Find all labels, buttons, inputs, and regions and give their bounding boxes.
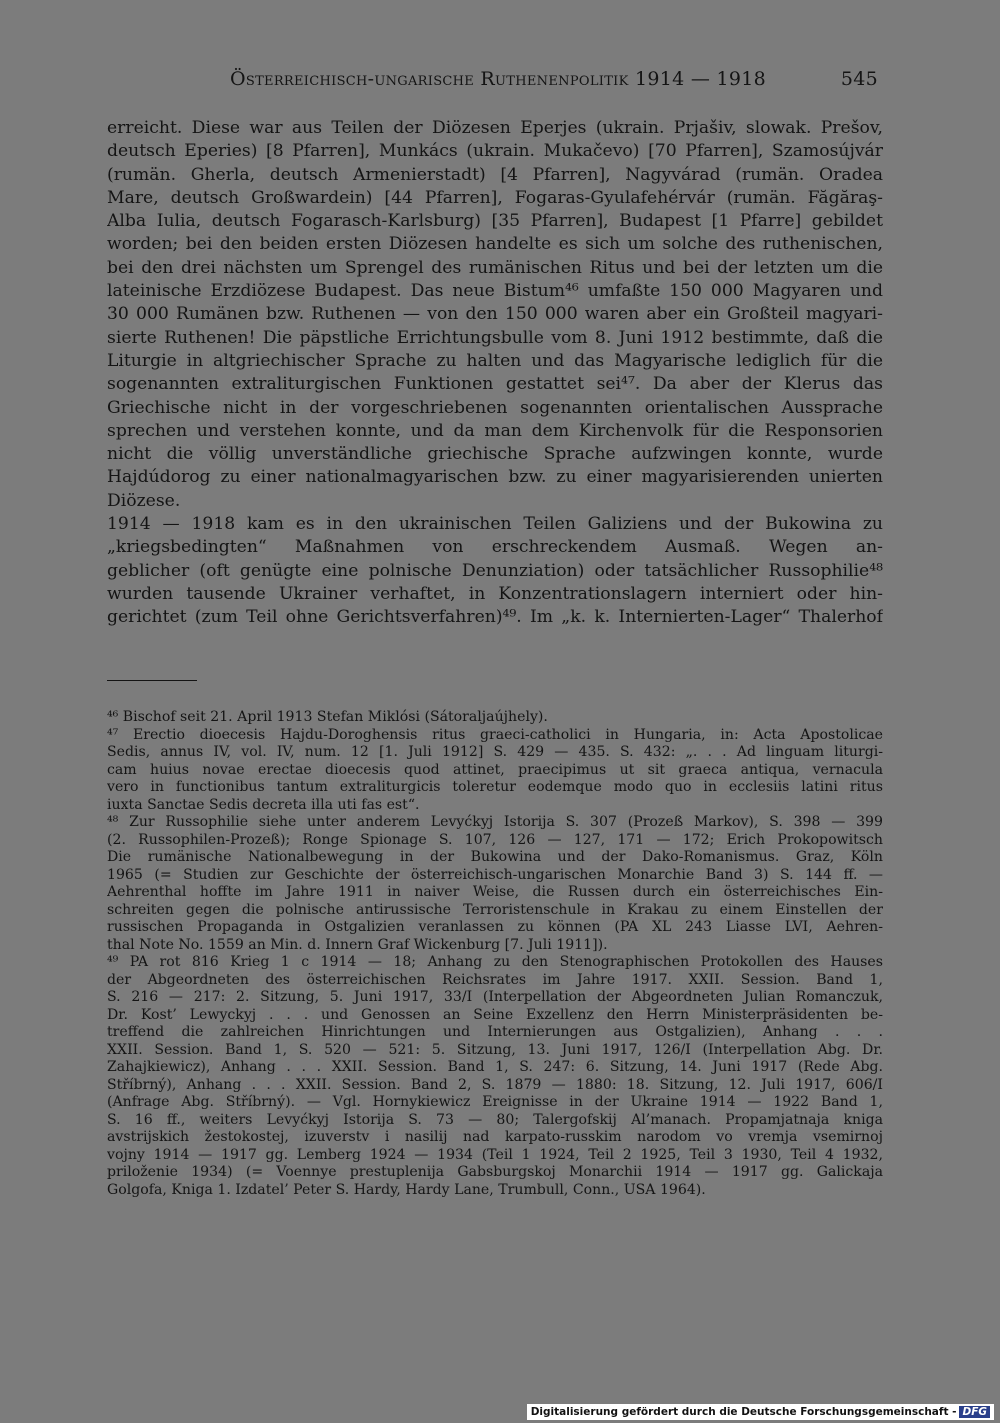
- footnote-line: Die rumänische Nationalbewegung in der Bukowina und der Dako-Romanismus. Graz, Köln: [107, 849, 883, 865]
- footnote-line: schreiten gegen die polnische antirussische Terroristenschule in Krakau zu einem Einstellen der: [107, 901, 883, 918]
- footnote-line: S. 216 — 217: 2. Sitzung, 5. Juni 1917, 33/I (Interpellation der Abgeordneten Julian Romanczuk,: [107, 989, 883, 1005]
- footnote-line: vero in functionibus tantum extraliturgicis toleretur eodemque modo quo in ecclesiis latini ritus: [107, 779, 883, 795]
- text-line: geblicher (oft genügte eine polnische Denunziation) oder tatsächlicher Russophilie⁴⁸: [107, 560, 883, 581]
- text-line: Alba Iulia, deutsch Fogarasch-Karlsburg) [35 Pfarren], Budapest [1 Pfarre] gebildet: [107, 211, 883, 232]
- footnote-line: ⁴⁷ Erectio dioecesis Hajdu-Doroghensis ritus graeci-catholici in Hungaria, in: Acta Apostolicae: [107, 726, 883, 743]
- footnote-line: thal Note No. 1559 an Min. d. Innern Graf Wickenburg [7. Juli 1911]).: [107, 936, 608, 953]
- footnote-line: Stříbrný), Anhang . . . XXII. Session. Band 2, S. 1879 — 1880: 18. Sitzung, 12. Juli 1917, 606/I: [107, 1076, 883, 1093]
- text-line: gerichtet (zum Teil ohne Gerichtsverfahren)⁴⁹. Im „k. k. Internierten-Lager“ Thalerhof: [107, 607, 883, 628]
- text-line: sierte Ruthenen! Die päpstliche Errichtungsbulle vom 8. Juni 1912 bestimmte, daß die: [107, 327, 883, 348]
- text-line: Hajdúdorog zu einer nationalmagyarischen bzw. zu einer magyarisierenden unierten: [107, 467, 883, 488]
- footnote-separator: [107, 680, 197, 681]
- text-line: (rumän. Gherla, deutsch Armenierstadt) [4 Pfarren], Nagyvárad (rumän. Oradea: [107, 164, 883, 185]
- text-line: Liturgie in altgriechischer Sprache zu halten und das Magyarische lediglich für die: [107, 350, 883, 371]
- footnote-line: (Anfrage Abg. Stříbrný). — Vgl. Hornykiewicz Ereignisse in der Ukraine 1914 — 1922 Band 1,: [107, 1094, 883, 1110]
- footnote-line: Zahajkiewicz), Anhang . . . XXII. Session. Band 1, S. 247: 6. Sitzung, 14. Juni 1917 (Rede Abg.: [107, 1059, 883, 1075]
- footnote-line: (2. Russophilen-Prozeß); Ronge Spionage S. 107, 126 — 127, 171 — 172; Erich Prokopowitsch: [107, 831, 883, 848]
- text-line: 1914 — 1918 kam es in den ukrainischen Teilen Galiziens und der Bukowina zu: [107, 514, 883, 535]
- text-line: nicht die völlig unverständliche griechische Sprache aufzwingen konnte, wurde: [107, 444, 883, 465]
- text-line: Mare, deutsch Großwardein) [44 Pfarren], Fogaras-Gyulafehérvár (rumän. Făgăraş-: [107, 187, 883, 208]
- running-title: Österreichisch-ungarische Ruthenenpolitik 1914 — 1918: [230, 68, 767, 90]
- page-number: 545: [840, 68, 878, 90]
- text-line: „kriegsbedingten“ Maßnahmen von erschreckendem Ausmaß. Wegen an-: [107, 537, 883, 558]
- text-line: erreicht. Diese war aus Teilen der Diözesen Eperjes (ukrain. Prjašiv, slowak. Prešov,: [107, 118, 883, 138]
- main-text: [107, 117, 883, 630]
- footnote-line: ⁴⁸ Zur Russophilie siehe unter anderem Levyćkyj Istorija S. 307 (Prozeß Markov), S. 398 — 399: [107, 814, 883, 830]
- footnotes: [107, 709, 883, 1199]
- footnote-line: cam huius novae erectae dioecesis quod attinet, praecipimus ut sit graeca antiqua, vernacula: [107, 761, 883, 778]
- footnote-line: avstrijskich žestokostej, izuverstv i nasilij nad karpato-russkim narodom vo vremja vsemirnoj: [107, 1129, 883, 1145]
- dfg-logo: DFG: [959, 1406, 990, 1418]
- footnote-line: S. 16 ff., weiters Levyćkyj Istorija S. 73 — 80; Talergofskij Al’manach. Propamjatnaja kniga: [107, 1111, 883, 1128]
- footnote-line: treffend die zahlreichen Hinrichtungen und Internierungen aus Ostgalizien), Anhang . . .: [107, 1024, 883, 1040]
- text-line: Diözese.: [107, 490, 181, 511]
- text-line: wurden tausende Ukrainer verhaftet, in Konzentrationslagern interniert oder hin-: [107, 583, 883, 604]
- text-line: lateinische Erzdiözese Budapest. Das neue Bistum⁴⁶ umfaßte 150 000 Magyaren und: [107, 281, 883, 302]
- text-line: sogenannten extraliturgischen Funktionen gestattet sei⁴⁷. Da aber der Klerus das: [107, 374, 883, 395]
- footnote-line: XXII. Session. Band 1, S. 520 — 521: 5. Sitzung, 13. Juni 1917, 126/I (Interpellation Abg. Dr.: [107, 1041, 883, 1058]
- text-line: 30 000 Rumänen bzw. Ruthenen — von den 150 000 waren aber ein Großteil magyari-: [107, 304, 883, 325]
- footnote-line: ⁴⁹ PA rot 816 Krieg 1 c 1914 — 18; Anhang zu den Stenographischen Protokollen des Hauses: [107, 954, 883, 970]
- footnote-line: iuxta Sanctae Sedis decreta illa uti fas est“.: [107, 796, 420, 813]
- footnote-line: Dr. Kost’ Lewyckyj . . . und Genossen an Seine Exzellenz den Herrn Ministerpräsidenten be-: [107, 1006, 883, 1023]
- text-line: deutsch Eperies) [8 Pfarren], Munkács (ukrain. Mukačevo) [70 Pfarren], Szamosújvár: [107, 141, 883, 162]
- text-line: bei den drei nächsten um Sprengel des rumänischen Ritus und bei der letzten um die: [107, 257, 883, 278]
- footnote-line: russischen Propaganda in Ostgalizien veranlassen zu können (PA XL 243 Liasse LVI, Aehren-: [107, 919, 883, 935]
- footnote-line: Golgofa, Kniga 1. Izdatel’ Peter S. Hardy, Hardy Lane, Trumbull, Conn., USA 1964).: [107, 1181, 706, 1198]
- footnote-line: Aehrenthal hoffte im Jahre 1911 in naiver Weise, die Russen durch ein österreichisches Ein-: [107, 884, 883, 900]
- footnote-line: vojny 1914 — 1917 gg. Lemberg 1924 — 1934 (Teil 1 1924, Teil 2 1925, Teil 3 1930, Teil 4 1932,: [107, 1146, 883, 1163]
- footnote-line: ⁴⁶ Bischof seit 21. April 1913 Stefan Miklósi (Sátoraljaújhely).: [107, 709, 548, 725]
- text-line: Griechische nicht in der vorgeschriebenen sogenannten orientalischen Aussprache: [107, 397, 883, 418]
- footnote-line: 1965 (= Studien zur Geschichte der österreichisch-ungarischen Monarchie Band 3) S. 144 ff. —: [107, 866, 883, 883]
- text-line: worden; bei den beiden ersten Diözesen handelte es sich um solche des ruthenischen,: [107, 234, 883, 255]
- digitization-credit: [527, 1404, 994, 1420]
- footnote-line: priloženie 1934) (= Voennye prestuplenija Gabsburgskoj Monarchii 1914 — 1917 gg. Galickaja: [107, 1164, 883, 1180]
- text-line: sprechen und verstehen konnte, und da man dem Kirchenvolk für die Responsorien: [107, 420, 883, 441]
- footnote-line: Sedis, annus IV, vol. IV, num. 12 [1. Juli 1912] S. 429 — 435. S. 432: „. . . Ad linguam liturgi-: [107, 744, 883, 760]
- credit-text: Digitalisierung gefördert durch die Deutsche Forschungsgemeinschaft -: [530, 1406, 957, 1418]
- running-header: [230, 64, 878, 94]
- footnote-line: der Abgeordneten des österreichischen Reichsrates im Jahre 1917. XXII. Session. Band 1,: [107, 971, 883, 988]
